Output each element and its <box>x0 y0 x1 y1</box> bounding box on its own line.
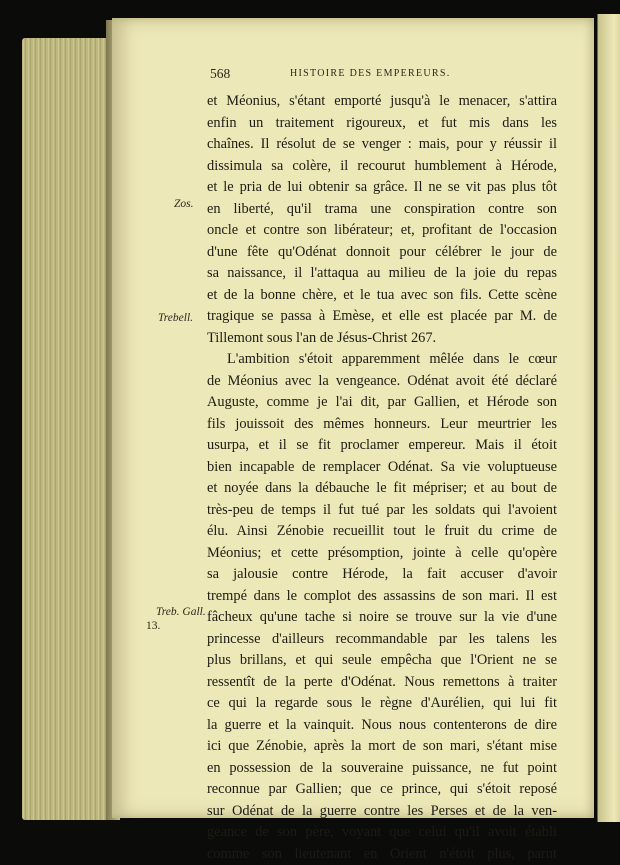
text-line: et le pria de lui obtenir sa grâce. Il ne se vit pas plus tôt <box>207 179 557 195</box>
text-line: Méonius; et cette présomption, jointe à celle qu'opère <box>207 544 557 561</box>
page-number: 568 <box>210 66 231 81</box>
text-line: dissimula sa colère, il recourut humblement à Hérode, <box>207 157 557 174</box>
margin-note: 13. <box>146 620 161 632</box>
text-line: fâcheux qu'une tache si noire se trouve sur la vie d'une <box>207 609 557 625</box>
margin-note: Treb. Gall. <box>156 606 206 618</box>
text-line: de Méonius avec la vengeance. Odénat avoit été déclaré <box>207 372 557 389</box>
text-line: élu. Ainsi Zénobie recueillit tout le fruit du crime de <box>207 523 557 539</box>
text-line: d'une fête qu'Odénat donnoit pour célébrer le jour de <box>207 243 557 260</box>
text-line: et Méonius, s'étant emporté jusqu'à le menacer, s'attira <box>207 93 557 109</box>
text-line: la guerre et la vainquit. Nous nous contenterons de dire <box>207 716 557 733</box>
text-line: en liberté, qu'il trama une conspiration contre son <box>207 200 557 217</box>
text-line: ressentît de la perte d'Odénat. Nous remettons à traiter <box>207 673 557 690</box>
text-line: comme son lieutenant en Orient n'étoit plus, parut <box>207 845 557 862</box>
margin-note: Zos. <box>174 198 194 210</box>
text-line: trempé dans le complot des assassins de son mari. Il est <box>207 587 557 604</box>
running-head: HISTOIRE DES EMPEREURS. <box>290 68 451 79</box>
text-line: geance de son père, voyant que celui qu'il avoit établi <box>207 824 557 840</box>
body-text <box>0 90 620 862</box>
text-line: sur Odénat de la guerre contre les Perses et de la ven- <box>207 802 557 819</box>
text-line: enfin un traitement rigoureux, et fut mis dans les <box>207 114 557 131</box>
text-line: et de la bonne chère, et le tua avec son fils. Cette scène <box>207 286 557 303</box>
text-line: Tillemont sous l'an de Jésus-Christ 267. <box>207 329 437 346</box>
text-line: ici que Zénobie, après la mort de son mari, s'étant mise <box>207 738 557 754</box>
text-line: chaînes. Il résolut de se venger : mais, pour y réussir il <box>207 136 557 152</box>
margin-note: Trebell. <box>158 312 194 324</box>
text-line: en possession de la souveraine puissance, ne fut point <box>207 759 557 776</box>
text-line: usurpa, et il se fit proclamer empereur. Mais il étoit <box>207 437 557 453</box>
text-line: ce qui la regarde sous le règne d'Aurélien, qui lui fit <box>207 695 557 711</box>
text-line: bien incapable de remplacer Odénat. Sa vie voluptueuse <box>207 458 557 475</box>
text-line: fils jouissoit des mêmes honneurs. Leur meurtrier les <box>207 415 557 432</box>
text-line: très-peu de temps il fut tué par les soldats qui l'avoient <box>207 501 557 518</box>
text-line: L'ambition s'étoit apparemment mêlée dans le cœur <box>227 351 557 367</box>
text-line: sa naissance, il l'attaqua au milieu de la joie du repas <box>207 265 557 281</box>
text-line: tragique se passa à Emèse, et elle est placée par M. de <box>207 308 557 324</box>
text-line: Auguste, comme je l'ai dit, par Gallien, et Hérode son <box>207 394 557 410</box>
text-line: oncle et contre son libérateur; et, profitant de l'occasion <box>207 222 557 238</box>
text-line: plus brillans, et qui seule empêcha que l'Orient ne se <box>207 652 557 668</box>
text-line: reconnue par Gallien; que ce prince, qui s'étoit reposé <box>207 781 557 797</box>
text-line: et noyée dans la débauche le fit mépriser; et au bout de <box>207 480 557 496</box>
page-header <box>0 66 620 86</box>
text-line: sa jalousie contre Hérode, la fait accuser d'avoir <box>207 566 557 582</box>
text-line: princesse d'ailleurs recommandable par les talens les <box>207 630 557 647</box>
